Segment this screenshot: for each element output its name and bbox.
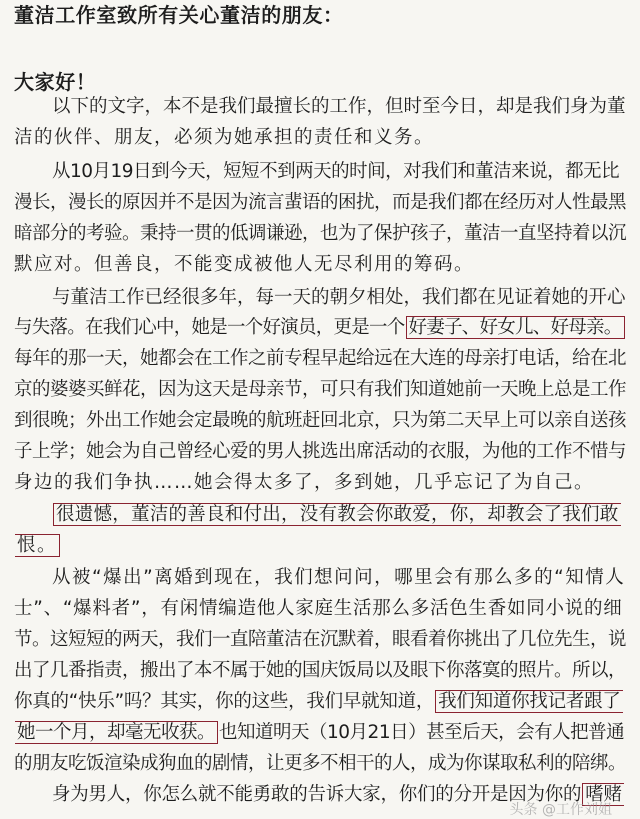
paragraph-line: 暗部分的考验。秉持一贯的低调谦逊，也为了保护孩子，董洁一直坚持着以沉	[14, 223, 627, 244]
highlighted-phrase: 很遗憾，董洁的善良和付出，没有教会你敢爱，你，却教会了我们敢	[53, 503, 621, 526]
highlighted-phrase: 好妻子、好女儿、好母亲。	[406, 316, 625, 339]
paragraph-line: 与董洁工作已经很多年，每一天的朝夕相处，我们都在见证着她的开心	[52, 287, 626, 308]
paragraph-line	[14, 531, 61, 561]
paragraph-line: 漫长，漫长的原因并不是因为流言蜚语的困扰，而是我们都在经历对人性最黑	[14, 192, 627, 213]
paragraph-line: 洁的伙伴、朋友，必须为她承担的责任和义务。	[14, 127, 435, 148]
paragraph-line: 子上学；她会为自己曾经心爱的男人挑选出席活动的衣服，为他的工作不惜与	[14, 441, 627, 462]
text-run: 也知道明天（10月21日）甚至后天，会有人把普通	[219, 722, 625, 743]
watermark: 头条 @工作刘姐	[509, 802, 612, 818]
paragraph-line: 每年的那一天，她都会在工作之前专程早起给远在大连的母亲打电话，给在北	[14, 348, 627, 369]
text-run: 你真的“快乐”吗？其实，你的这些，我们早就知道，	[14, 691, 435, 712]
paragraph-line: 从被“爆出”离婚到现在，我们想问问，哪里会有那么多的“知情人	[52, 567, 626, 588]
paragraph-line	[14, 718, 624, 748]
paragraph-line: 到很晚；外出工作她会定最晚的航班赶回北京，只为第二天早上可以亲自送孩	[14, 410, 627, 431]
highlighted-phrase: 我们知道你找记者跟了	[435, 690, 623, 713]
paragraph-line: 节。这短短的两天，我们一直陪董洁在沉默着，眼看着你挑出了几位先生，说	[14, 629, 627, 650]
paragraph-line: 身边的我们争执……她会得太多了，多到她，几乎忘记了为自己。	[14, 472, 595, 493]
greeting: 大家好！	[14, 70, 97, 94]
text-run: 与失落。在我们心中，她是一个好演员，更是一个	[14, 317, 405, 338]
paragraph-line	[14, 313, 626, 343]
paragraph-line: 以下的文字，本不是我们最擅长的工作，但时至今日，却是我们身为董	[52, 96, 626, 117]
paragraph-line: 京的婆婆买鲜花，因为这天是母亲节，可只有我们知道她前一天晚上总是工作	[14, 379, 627, 400]
text-run: 身为男人，你怎么就不能勇敢的告诉大家，你们的分开是因为你的	[52, 784, 582, 805]
highlighted-phrase: 恨。	[15, 534, 60, 557]
paragraph-line: 从10月19日到今天，短短不到两天的时间，对我们和董洁来说，都无比	[52, 161, 620, 182]
paragraph-line	[14, 687, 624, 717]
paragraph-line: 士”、“爆料者”，有闲情编造他人家庭生活那么多活色生香如同小说的细	[14, 598, 623, 619]
highlighted-phrase: 嗜赌	[582, 783, 624, 806]
paragraph-line: 出了几番指责，搬出了本不属于她的国庆饭局以及眼下你落寞的照片。所以，	[14, 660, 627, 681]
statement-title: 董洁工作室致所有关心董洁的朋友：	[14, 3, 344, 27]
paragraph-line: 默应对。但善良，不能变成被他人无尽利用的筹码。	[14, 254, 475, 275]
highlighted-phrase: 她一个月，却毫无收获。	[15, 721, 218, 744]
paragraph-line	[52, 500, 622, 530]
paragraph-line: 的朋友吃饭渲染成狗血的剧情，让更多不相干的人，成为你谋取私利的陪绑。	[14, 753, 627, 774]
